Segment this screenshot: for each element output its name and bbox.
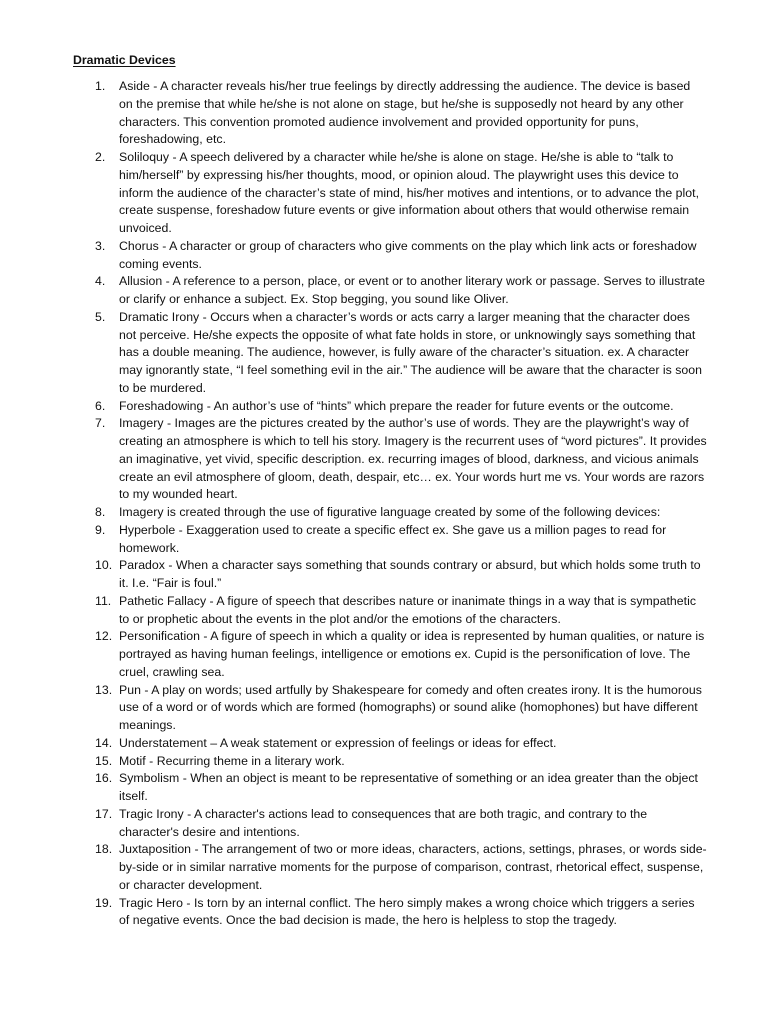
list-item-number: 3.	[95, 238, 106, 253]
list-item-number: 8.	[95, 505, 106, 519]
list-item	[95, 557, 707, 593]
list-item-number: 14.	[95, 735, 113, 750]
list-item-number: 2.	[95, 150, 106, 164]
list-item	[95, 753, 707, 771]
list-item	[95, 806, 707, 842]
devices-list	[95, 78, 707, 930]
list-item-number: 19.	[95, 895, 113, 910]
list-item	[95, 149, 707, 238]
list-item	[95, 504, 707, 522]
list-item-number: 11.	[95, 593, 112, 608]
list-item	[95, 309, 707, 398]
list-item-number: 1.	[95, 79, 106, 93]
list-item	[95, 522, 707, 558]
list-item-number: 7.	[95, 416, 106, 431]
list-item	[95, 735, 707, 753]
list-item-text: Motif - Recurring theme in a literary work.	[119, 753, 345, 768]
list-item-text: Soliloquy - A speech delivered by a character while he/she is alone on stage. He/she is able to “talk to him/herself” by expressing his/her thoughts, mood, or opinion aloud. The playwright uses this device to inform the audience of the character’s state of mind, his/her motives and intentions, or to advance the plot, create suspense, foreshadow future events or give information about others that would otherwise remain unvoiced.	[119, 150, 700, 235]
list-item-text: Paradox - When a character says something that sounds contrary or absurd, but which holds some truth to it. I.e. “Fair is foul.”	[119, 558, 701, 590]
list-item-text: Chorus - A character or group of characters who give comments on the play which link acts or foreshadow coming events.	[119, 238, 697, 271]
list-item-text: Imagery is created through the use of figurative language created by some of the following devices:	[119, 505, 661, 519]
list-item-text: Pathetic Fallacy - A figure of speech that describes nature or inanimate things in a way that is sympathetic to or prophetic about the events in the plot and/or the emotions of the characters.	[119, 593, 696, 626]
list-item	[95, 415, 707, 504]
list-item-number: 17.	[95, 806, 113, 821]
list-item	[95, 273, 707, 309]
list-item	[95, 841, 707, 894]
list-item	[95, 682, 707, 735]
list-item-text: Personification - A figure of speech in which a quality or idea is represented by human qualities, or nature is portrayed as having human feelings, intelligence or emotions ex. Cupid is the personification of love. The cruel, crawling sea.	[119, 629, 705, 679]
list-item-number: 10.	[95, 558, 113, 573]
list-item-text: Aside - A character reveals his/her true feelings by directly addressing the audience. The device is based on the premise that while he/she is not alone on stage, but he/she is supposedly not heard by any other characters. This convention promoted audience involvement and provided opportunity for puns, foreshadowing, etc.	[119, 79, 691, 147]
list-item-text: Allusion - A reference to a person, place, or event or to another literary work or passage. Serves to illustrate or clarify or enhance a subject. Ex. Stop begging, you sound like Oliver.	[119, 274, 705, 306]
list-item	[95, 895, 707, 931]
list-item-number: 4.	[95, 274, 106, 289]
list-item-text: Juxtaposition - The arrangement of two or more ideas, characters, actions, settings, phrases, or words side-by-side or in similar narrative moments for the purpose of comparison, contrast, rhetorical effect, suspense, or character development.	[119, 842, 707, 892]
list-item-number: 12.	[95, 629, 113, 644]
list-item-number: 9.	[95, 522, 106, 537]
list-item-number: 18.	[95, 842, 113, 857]
list-item-text: Understatement – A weak statement or expression of feelings or ideas for effect.	[119, 735, 557, 750]
list-item-text: Dramatic Irony - Occurs when a character’s words or acts carry a larger meaning that the character does not perceive. He/she expects the opposite of what fate holds in store, or unknowingly says something that has a double meaning. The audience, however, is fully aware of the character’s situation. ex. A character may ignorantly state, “I feel something evil in the air.” The audience will be aware that the character is soon to be murdered.	[119, 309, 702, 395]
list-item	[95, 238, 707, 274]
list-item-text: Symbolism - When an object is meant to be representative of something or an idea greater than the object itself.	[119, 771, 698, 803]
list-item-text: Pun - A play on words; used artfully by Shakespeare for comedy and often creates irony. It is the humorous use of a word or of words which are formed (homographs) or sound alike (homophones) but have different meanings.	[119, 682, 702, 732]
list-item-text: Hyperbole - Exaggeration used to create a specific effect ex. She gave us a million pages to read for homework.	[119, 522, 667, 555]
list-item-text: Imagery - Images are the pictures created by the author’s use of words. They are the playwright’s way of creating an atmosphere is which to tell his story. Imagery is the recurrent uses of “word pictures”. It provides an imaginative, yet vivid, specific description. ex. recurring images of blood, darkness, and vicious animals create an evil atmosphere of gloom, death, despair, etc… ex. Your words hurt me vs. Your words are razors to my wounded heart.	[119, 416, 707, 502]
list-item-text: Tragic Hero - Is torn by an internal conflict. The hero simply makes a wrong choice which triggers a series of negative events. Once the bad decision is made, the hero is helpless to stop the tragedy.	[119, 895, 695, 928]
list-item-text: Foreshadowing - An author’s use of “hints” which prepare the reader for future events or the outcome.	[119, 398, 674, 413]
list-item-number: 15.	[95, 753, 113, 768]
list-item	[95, 78, 707, 149]
list-item	[95, 628, 707, 681]
list-item-number: 13.	[95, 682, 113, 697]
list-item	[95, 398, 707, 416]
list-item	[95, 593, 707, 629]
list-item-number: 16.	[95, 771, 113, 786]
list-item-number: 6.	[95, 398, 106, 413]
page-title: Dramatic Devices	[73, 53, 176, 67]
list-item	[95, 770, 707, 806]
list-item-number: 5.	[95, 309, 106, 324]
list-item-text: Tragic Irony - A character's actions lead to consequences that are both tragic, and contrary to the character's desire and intentions.	[119, 806, 648, 839]
